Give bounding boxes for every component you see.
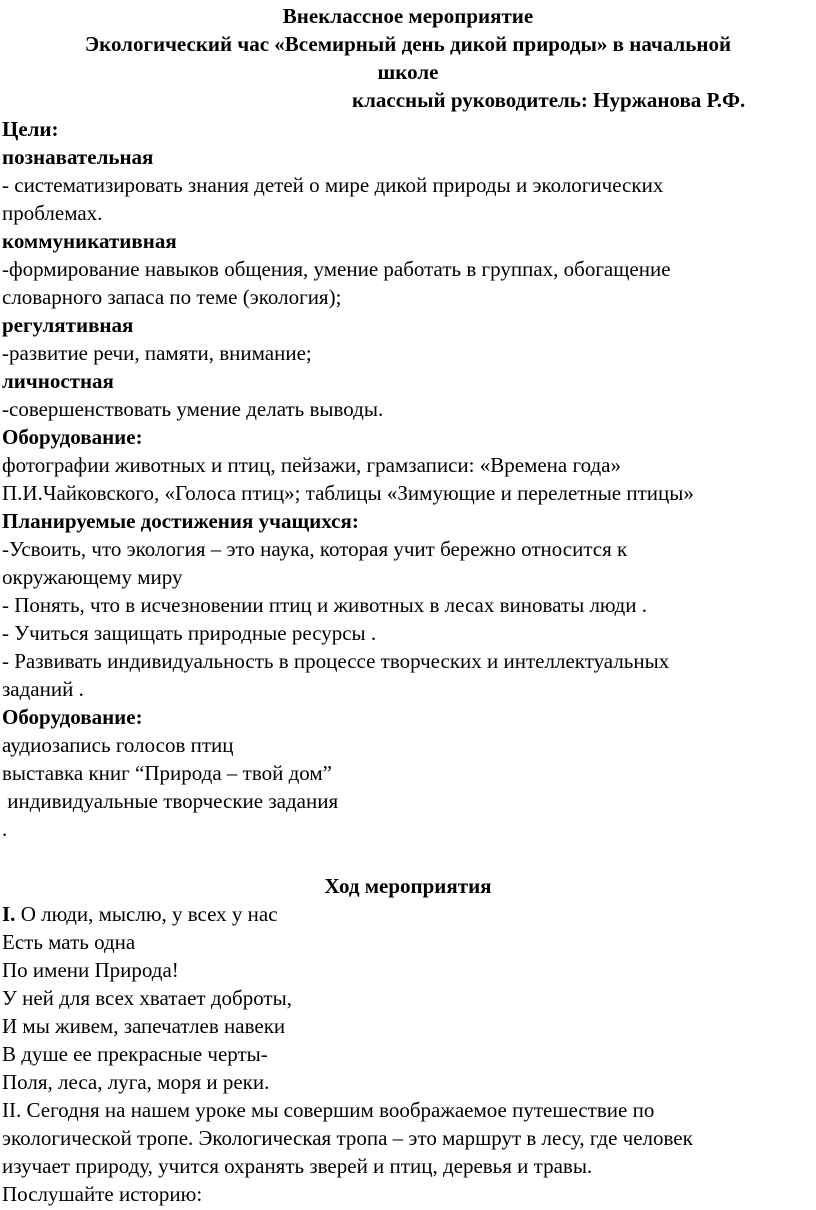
personal-heading: личностная — [2, 369, 114, 393]
poem-line: В душе ее прекрасные черты- — [2, 1042, 268, 1066]
document-title: Внеклассное мероприятие — [282, 4, 534, 28]
equipment-heading-second: Оборудование: — [2, 705, 143, 729]
part-two-text: II. Сегодня на нашем уроке мы совершим воображаемое путешествие по — [2, 1098, 655, 1122]
poem-text: О люди, мыслю, у всех у нас — [15, 902, 278, 926]
achievement-item: - Понять, что в исчезновении птиц и животных в лесах виноваты люди . — [2, 593, 647, 617]
poem-line: По имени Природа! — [2, 958, 179, 982]
regulative-text: -развитие речи, памяти, внимание; — [2, 341, 312, 365]
equipment-item: аудиозапись голосов птиц — [2, 733, 234, 757]
goals-heading: Цели: — [2, 117, 59, 141]
poem-line: Поля, леса, луга, моря и реки. — [2, 1070, 270, 1094]
cognitive-text: - систематизировать знания детей о мире дикой природы и экологических — [2, 173, 664, 197]
cognitive-heading: познавательная — [2, 145, 154, 169]
achievement-item-continued: окружающему миру — [2, 565, 183, 589]
cognitive-text-continued: проблемах. — [2, 201, 103, 225]
communicative-text: -формирование навыков общения, умение работать в группах, обогащение — [2, 257, 671, 281]
achievement-item: - Развивать индивидуальность в процессе творческих и интеллектуальных — [2, 649, 670, 673]
teacher-line: классный руководитель: Нуржанова Р.Ф. — [352, 88, 746, 112]
part-two-text: Послушайте историю: — [2, 1182, 203, 1206]
equipment-text: фотографии животных и птиц, пейзажи, грамзаписи: «Времена года» — [2, 453, 621, 477]
event-title: Экологический час «Всемирный день дикой природы» в начальной — [84, 32, 732, 56]
equipment-dot: . — [2, 817, 8, 841]
poem-line: Есть мать одна — [2, 930, 136, 954]
poem-numeral: I. — [2, 902, 16, 926]
communicative-heading: коммуникативная — [2, 229, 177, 253]
part-two-text: изучает природу, учится охранять зверей и птиц, деревья и травы. — [2, 1154, 593, 1178]
poem-line: И мы живем, запечатлев навеки — [2, 1014, 286, 1038]
equipment-heading: Оборудование: — [2, 425, 143, 449]
equipment-item: индивидуальные творческие задания — [2, 789, 339, 813]
poem-line — [2, 900, 278, 928]
achievement-item-continued: заданий . — [2, 677, 84, 701]
part-two-text: экологической тропе. Экологическая тропа – это маршрут в лесу, где человек — [2, 1126, 693, 1150]
personal-text: -совершенствовать умение делать выводы. — [2, 397, 384, 421]
regulative-heading: регулятивная — [2, 313, 134, 337]
achievements-heading: Планируемые достижения учащихся: — [2, 509, 359, 533]
communicative-text-continued: словарного запаса по теме (экология); — [2, 285, 342, 309]
course-heading: Ход мероприятия — [324, 874, 492, 898]
achievement-item: - Учиться защищать природные ресурсы . — [2, 621, 377, 645]
equipment-item: выставка книг “Природа – твой дом” — [2, 761, 332, 785]
event-title-continued: школе — [377, 60, 439, 84]
poem-line: У ней для всех хватает доброты, — [2, 986, 292, 1010]
achievement-item: -Усвоить, что экология – это наука, которая учит бережно относится к — [2, 537, 628, 561]
equipment-text-continued: П.И.Чайковского, «Голоса птиц»; таблицы «Зимующие и перелетные птицы» — [2, 481, 694, 505]
